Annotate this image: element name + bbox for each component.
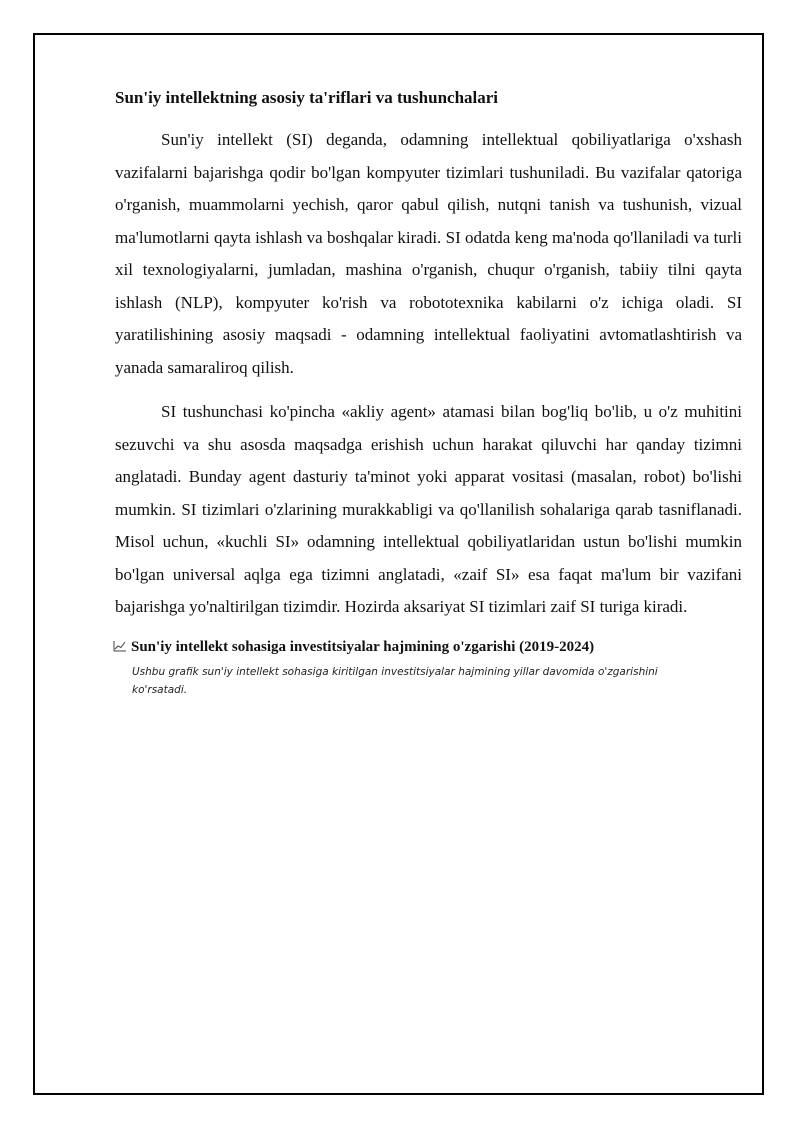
document-body [115, 84, 742, 699]
figure-title: Sun'iy intellekt sohasiga investitsiyalar hajmining o'zgarishi (2019-2024) [131, 638, 595, 655]
figure-title-row [113, 636, 742, 658]
paragraph-2: SI tushunchasi ko'pincha «akliy agent» atamasi bilan bog'liq bo'lib, u o'z muhitini sezuvchi va shu asosda maqsadga erishish uchun harakat qiluvchi har qanday tizimni anglatadi. Bunday agent dasturiy ta'minot yoki apparat vositasi (masalan, robot) bo'lishi mumkin. SI tizimlari o'zlarining murakkabligi va qo'llanilish sohalariga qarab tasniflanadi. Misol uchun, «kuchli SI» odamning intellektual qobiliyatlaridan ustun bo'lishi mumkin bo'lgan universal aqlga ega tizimni anglatadi, «zaif SI» esa faqat ma'lum bir vazifani bajarishga yo'naltirilgan tizimdir. Hozirda aksariyat SI tizimlari zaif SI turiga kiradi. [115, 402, 742, 616]
chart-line-icon [113, 637, 127, 649]
paragraph-1: Sun'iy intellekt (SI) deganda, odamning intellektual qobiliyatlariga o'xshash vazifalarni bajarishga qodir bo'lgan kompyuter tizimlari tushuniladi. Bu vazifalar qatoriga o'rganish, muammolarni yechish, qaror qabul qilish, nutqni tanish va tushunish, vizual ma'lumotlarni qayta ishlash va boshqalar kiradi. SI odatda keng ma'noda qo'llaniladi va turli xil texnologiyalarni, jumladan, mashina o'rganish, chuqur o'rganish, tabiiy tilni qayta ishlash (NLP), kompyuter ko'rish va robototexnika kabilarni o'z ichiga oladi. SI yaratilishining asosiy maqsadi - odamning intellektual faoliyatini avtomatlashtirish va yanada samaraliroq qilish. [115, 130, 742, 377]
figure-caption: Ushbu grafik sun'iy intellekt sohasiga kiritilgan investitsiyalar hajmining yillar davomida o'zgarishini ko'rsatadi. [132, 665, 658, 696]
figure-block [115, 636, 742, 699]
section-heading: Sun'iy intellektning asosiy ta'riflari va tushunchalari [115, 88, 499, 107]
